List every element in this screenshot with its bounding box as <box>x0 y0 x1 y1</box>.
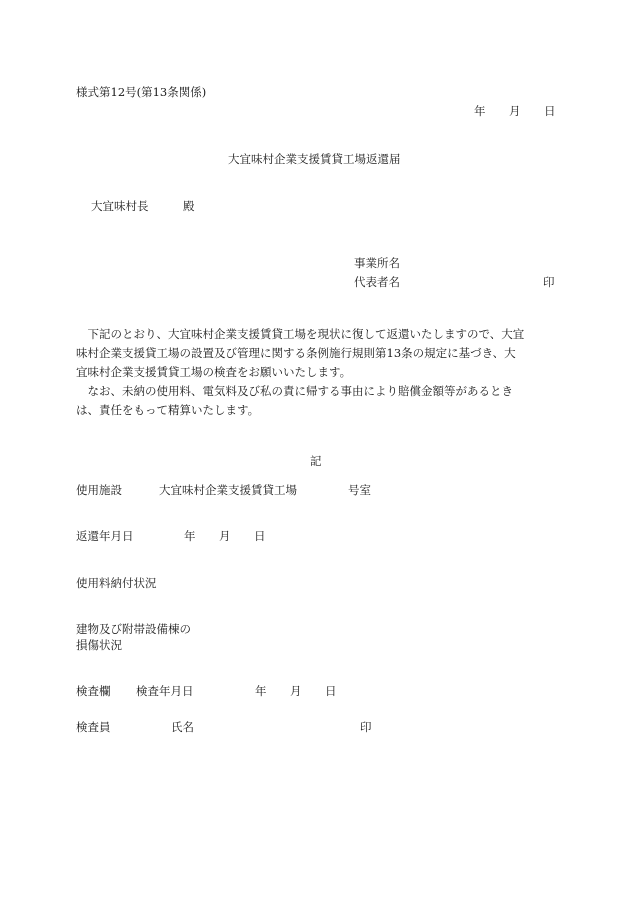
representative-name-label: 代表者名 <box>354 275 400 289</box>
body-paragraph-1: 下記のとおり、大宜味村企業支援賃貸工場を現状に復して返還いたしますので、大宜味村企業支援貸工場の設置及び管理に関する条例施行規則第13条の規定に基づき、大宜味村企業支援賃貸工場の検査をお願いいたします。 <box>76 327 525 379</box>
form-number: 様式第12号(第13条関係) <box>76 85 207 99</box>
inspection-label: 検査欄 <box>76 684 111 698</box>
addressee-name: 大宜味村長 <box>91 199 149 213</box>
inspector-seal-mark: 印 <box>360 720 372 734</box>
facility-label: 使用施設 <box>76 483 122 497</box>
date-day-label: 日 <box>544 104 556 118</box>
return-date-year: 年 <box>184 529 196 543</box>
document-title: 大宜味村企業支援賃貸工場返還届 <box>228 152 401 166</box>
facility-value: 大宜味村企業支援賃貸工場 <box>159 483 297 497</box>
inspection-year: 年 <box>255 684 267 698</box>
ki-heading: 記 <box>310 454 322 468</box>
damage-status-line-1: 建物及び附帯設備棟の <box>76 622 191 636</box>
addressee-honorific: 殿 <box>183 199 195 213</box>
fee-status-label: 使用料納付状況 <box>76 576 157 590</box>
body-text <box>76 325 526 420</box>
return-date-month: 月 <box>219 529 231 543</box>
facility-room-suffix: 号室 <box>348 483 371 497</box>
damage-status-line-2: 損傷状況 <box>76 638 122 652</box>
inspection-day: 日 <box>325 684 337 698</box>
inspector-name-label: 氏名 <box>171 720 194 734</box>
office-name-label: 事業所名 <box>354 256 400 270</box>
applicant-seal-mark: 印 <box>543 275 555 289</box>
date-year-label: 年 <box>474 104 486 118</box>
return-date-day: 日 <box>254 529 266 543</box>
inspection-date-label: 検査年月日 <box>136 684 194 698</box>
inspector-label: 検査員 <box>76 720 111 734</box>
return-date-label: 返還年月日 <box>76 529 134 543</box>
date-month-label: 月 <box>509 104 521 118</box>
body-paragraph-2: なお、未納の使用料、電気料及び私の責に帰する事由により賠償金額等があるときは、責任をもって精算いたします。 <box>76 384 513 417</box>
inspection-month: 月 <box>290 684 302 698</box>
